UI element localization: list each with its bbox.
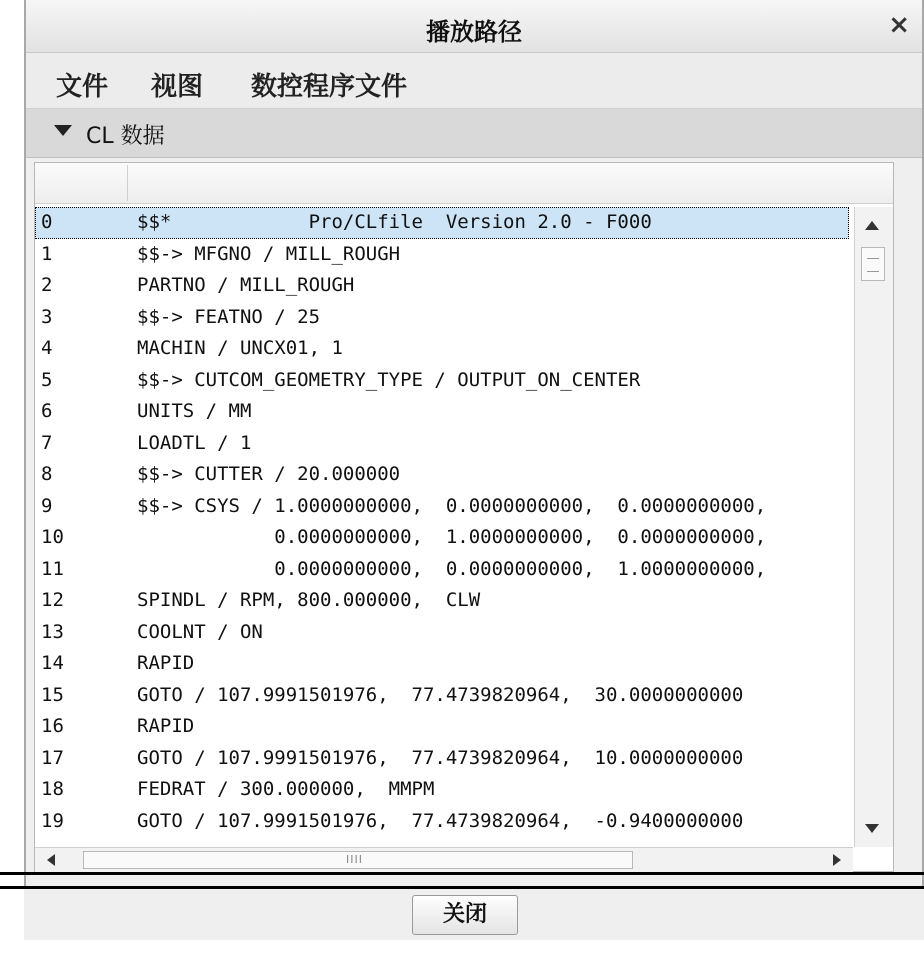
cl-data-list[interactable]: [34, 162, 894, 872]
list-item[interactable]: [35, 617, 849, 649]
list-item[interactable]: [35, 774, 849, 806]
column-separator[interactable]: [127, 165, 128, 201]
line-number: 19: [41, 809, 64, 832]
list-item[interactable]: [35, 270, 849, 302]
line-number: 7: [41, 431, 53, 454]
menu-view[interactable]: 视图: [151, 72, 204, 102]
cl-statement: COOLNT / ON: [137, 620, 263, 643]
list-item[interactable]: [35, 333, 849, 365]
menu-file[interactable]: 文件: [56, 72, 109, 102]
vertical-scrollbar[interactable]: [854, 207, 893, 847]
cl-statement: $$-> CUTCOM_GEOMETRY_TYPE / OUTPUT_ON_CENTER: [137, 368, 641, 391]
cl-data-section-header[interactable]: [26, 109, 922, 158]
cl-statement: UNITS / MM: [137, 400, 252, 422]
cl-statement: $$-> MFGNO / MILL_ROUGH: [137, 242, 401, 265]
list-item[interactable]: [35, 806, 849, 838]
line-number: 18: [41, 778, 64, 800]
play-path-dialog: [24, 0, 924, 940]
line-number: 1: [41, 242, 53, 265]
scroll-up-icon[interactable]: [865, 221, 879, 230]
list-item[interactable]: [35, 711, 849, 743]
close-icon[interactable]: ×: [888, 10, 910, 40]
cl-statement: 0.0000000000, 1.0000000000, 0.0000000000,: [137, 526, 767, 548]
list-item[interactable]: [35, 396, 849, 428]
list-item[interactable]: [35, 491, 849, 523]
dialog-footer: [24, 889, 924, 940]
list-header: [35, 163, 893, 204]
cl-statement: GOTO / 107.9991501976, 77.4739820964, -0.9400000000: [137, 809, 744, 832]
menu-nc-program-file[interactable]: 数控程序文件: [251, 72, 408, 102]
line-number: 8: [41, 463, 53, 485]
menu-bar: [26, 53, 922, 109]
scroll-left-icon[interactable]: [47, 854, 55, 866]
list-item[interactable]: [35, 743, 849, 775]
list-item[interactable]: [35, 365, 849, 397]
title-bar: [26, 0, 922, 53]
line-number: 14: [41, 652, 64, 674]
line-number: 3: [41, 305, 53, 328]
horizontal-scroll-thumb[interactable]: [83, 851, 633, 869]
cl-statement: LOADTL / 1: [137, 431, 252, 454]
line-number: 4: [41, 337, 53, 359]
list-item[interactable]: [35, 680, 849, 712]
list-item[interactable]: [35, 585, 849, 617]
list-item[interactable]: [35, 522, 849, 554]
list-item[interactable]: [35, 648, 849, 680]
line-number: 10: [41, 526, 64, 548]
section-label: CL 数据: [86, 124, 165, 149]
cl-statement: MACHIN / UNCX01, 1: [137, 337, 343, 359]
line-number: 2: [41, 274, 53, 296]
line-number: 12: [41, 589, 64, 611]
cl-statement: SPINDL / RPM, 800.000000, CLW: [137, 589, 481, 611]
line-number: 0: [41, 211, 53, 233]
divider-line: [0, 872, 924, 875]
vertical-scroll-thumb[interactable]: [861, 247, 885, 281]
list-item[interactable]: [35, 428, 849, 460]
cl-statement: PARTNO / MILL_ROUGH: [137, 274, 355, 296]
line-number: 17: [41, 746, 64, 769]
dialog-title: 播放路径: [426, 18, 522, 46]
cl-statement: $$-> FEATNO / 25: [137, 305, 321, 328]
close-button[interactable]: 关闭: [412, 895, 518, 935]
cl-statement: GOTO / 107.9991501976, 77.4739820964, 30.0000000000: [137, 683, 744, 706]
cl-statement: $$-> CUTTER / 20.000000: [137, 463, 401, 485]
cl-statement: FEDRAT / 300.000000, MMPM: [137, 778, 435, 800]
line-number: 11: [41, 557, 64, 580]
line-number: 16: [41, 715, 64, 737]
line-number: 9: [41, 494, 53, 517]
line-number: 6: [41, 400, 53, 422]
cl-statement: RAPID: [137, 652, 195, 674]
cl-statement: RAPID: [137, 715, 195, 737]
triangle-down-icon[interactable]: [54, 125, 72, 136]
scroll-right-icon[interactable]: [833, 854, 841, 866]
line-number: 5: [41, 368, 53, 391]
list-item[interactable]: [35, 302, 849, 334]
cl-statement: $$* Pro/CLfile Version 2.0 - F000: [137, 211, 652, 233]
list-item[interactable]: [35, 207, 849, 239]
scroll-down-icon[interactable]: [865, 824, 879, 833]
line-number: 15: [41, 683, 64, 706]
cl-statement: $$-> CSYS / 1.0000000000, 0.0000000000, 0.0000000000,: [137, 494, 767, 517]
cl-statement: GOTO / 107.9991501976, 77.4739820964, 10.0000000000: [137, 746, 744, 769]
horizontal-scrollbar[interactable]: [35, 847, 853, 872]
line-number: 13: [41, 620, 64, 643]
list-item[interactable]: [35, 459, 849, 491]
list-item[interactable]: [35, 554, 849, 586]
cl-statement: 0.0000000000, 0.0000000000, 1.0000000000,: [137, 557, 767, 580]
list-rows: [35, 207, 849, 847]
list-item[interactable]: [35, 239, 849, 271]
